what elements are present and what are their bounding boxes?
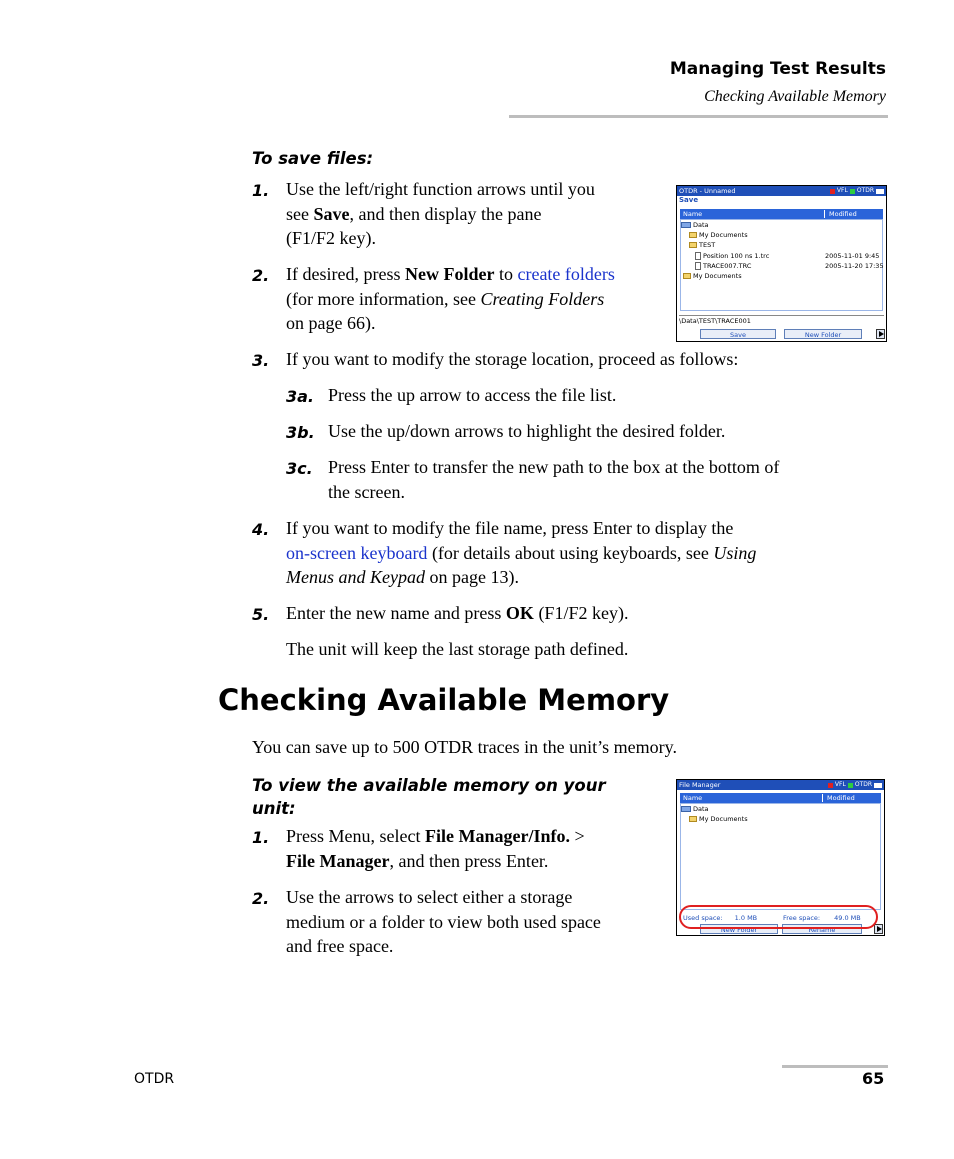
step-3-text: If you want to modify the storage location, proceed as follows: bbox=[286, 349, 739, 369]
step-1-text bbox=[286, 177, 666, 251]
battery-icon bbox=[874, 783, 882, 788]
step-number: 5. bbox=[252, 605, 270, 624]
procedure-heading-save: To save files: bbox=[252, 149, 374, 168]
list-item[interactable]: TEST bbox=[689, 240, 882, 250]
new-folder-button[interactable]: New Folder bbox=[700, 924, 778, 934]
used-space-value: 1.0 MB bbox=[734, 914, 758, 922]
file-icon bbox=[695, 262, 701, 270]
step-number: 4. bbox=[252, 520, 270, 539]
step-3a-text: Press the up arrow to access the file list. bbox=[328, 385, 617, 405]
step-5-text: Enter the new name and press OK (F1/F2 key). bbox=[286, 603, 629, 623]
substep-number: 3c. bbox=[286, 459, 313, 478]
free-space-label: Free space: bbox=[783, 914, 821, 922]
list-item[interactable]: My Documents bbox=[689, 814, 880, 824]
step-1-line-3: (F1/F2 key). bbox=[286, 228, 376, 248]
list-item[interactable]: My Documents bbox=[683, 271, 882, 281]
screen-title: File Manager bbox=[679, 781, 721, 789]
list-item[interactable]: Data bbox=[681, 220, 882, 230]
open-folder-icon bbox=[681, 806, 691, 812]
folder-icon bbox=[689, 242, 697, 248]
save-pane-label: Save bbox=[679, 196, 699, 204]
highlight-oval bbox=[679, 905, 878, 929]
step-2-line-3: on page 66). bbox=[286, 313, 376, 333]
footer-rule bbox=[782, 1065, 888, 1068]
step-2-line-2: (for more information, see Creating Folders bbox=[286, 288, 605, 309]
step-2-line-1: If desired, press New Folder to create folders bbox=[286, 264, 615, 284]
page-number: 65 bbox=[862, 1069, 885, 1088]
list-item[interactable]: TRACE007.TRC 2005-11-20 17:35 bbox=[695, 261, 882, 271]
step-5-note: The unit will keep the last storage path defined. bbox=[286, 639, 629, 659]
file-list-header: Name Modified bbox=[680, 209, 883, 219]
step-number: 2. bbox=[252, 889, 270, 908]
file-icon bbox=[695, 252, 701, 260]
used-space-label: Used space: bbox=[683, 914, 723, 922]
procedure-heading-memory: To view the available memory on your unit: bbox=[252, 776, 606, 818]
save-button[interactable]: Save bbox=[700, 329, 776, 339]
on-screen-keyboard-link[interactable]: on-screen keyboard bbox=[286, 542, 428, 563]
substep-number: 3b. bbox=[286, 423, 315, 442]
rename-button[interactable]: Rename bbox=[782, 924, 862, 934]
folder-icon bbox=[689, 816, 697, 822]
memory-step-2-text: Use the arrows to select either a storage medium or a folder to view both used space and free space. bbox=[286, 887, 601, 956]
file-path-field[interactable]: \Data\TEST\TRACE001 bbox=[679, 315, 884, 326]
step-number: 1. bbox=[252, 828, 270, 847]
create-folders-link[interactable]: create folders bbox=[517, 264, 615, 284]
vfl-indicator-icon bbox=[830, 189, 835, 194]
open-folder-icon bbox=[681, 222, 691, 228]
file-manager-screenshot bbox=[676, 779, 885, 936]
step-3b-text: Use the up/down arrows to highlight the desired folder. bbox=[328, 421, 726, 441]
footer-product: OTDR bbox=[134, 1071, 175, 1087]
step-2-text bbox=[286, 262, 676, 336]
step-1-line-2: see Save, and then display the pane bbox=[286, 203, 542, 224]
list-item[interactable]: Position 100 ns 1.trc 2005-11-01 9:45 bbox=[695, 251, 882, 261]
battery-icon bbox=[876, 189, 884, 194]
memory-intro: You can save up to 500 OTDR traces in the unit’s memory. bbox=[252, 737, 677, 757]
section-title: Checking Available Memory bbox=[218, 683, 670, 717]
step-number: 1. bbox=[252, 181, 270, 200]
screen-title-bar: File Manager VFL OTDR bbox=[677, 780, 884, 790]
save-term: Save bbox=[313, 203, 350, 224]
step-3c-text: Press Enter to transfer the new path to the box at the bottom of the screen. bbox=[328, 457, 780, 502]
file-list[interactable] bbox=[680, 803, 881, 910]
list-item[interactable]: Data bbox=[681, 804, 880, 814]
step-number: 3. bbox=[252, 351, 270, 370]
header-rule bbox=[509, 115, 888, 118]
save-screen-screenshot bbox=[676, 185, 887, 342]
list-item[interactable]: My Documents bbox=[689, 230, 882, 240]
memory-step-1-text: Press Menu, select File Manager/Info. > File Manager, and then press Enter. bbox=[286, 826, 585, 871]
screen-title-bar: OTDR - Unnamed VFL OTDR bbox=[677, 186, 886, 196]
otdr-indicator-icon bbox=[850, 189, 855, 194]
next-arrow-icon[interactable] bbox=[874, 924, 883, 934]
running-header-subtitle: Checking Available Memory bbox=[704, 88, 886, 105]
step-1-line-1: Use the left/right function arrows until you bbox=[286, 179, 595, 199]
file-list[interactable] bbox=[680, 219, 883, 311]
step-number: 2. bbox=[252, 266, 270, 285]
otdr-indicator-icon bbox=[848, 783, 853, 788]
step-4-text: If you want to modify the file name, press Enter to display the on-screen keyboard (for details about using keyboards, see Using Menus and Keypad on page 13). bbox=[286, 518, 757, 587]
file-list-header: Name Modified bbox=[680, 793, 881, 803]
next-arrow-icon[interactable] bbox=[876, 329, 885, 339]
vfl-indicator-icon bbox=[828, 783, 833, 788]
running-header-title: Managing Test Results bbox=[669, 59, 886, 79]
new-folder-button[interactable]: New Folder bbox=[784, 329, 862, 339]
folder-icon bbox=[683, 273, 691, 279]
free-space-value: 49.0 MB bbox=[834, 914, 861, 922]
folder-icon bbox=[689, 232, 697, 238]
screen-title: OTDR - Unnamed bbox=[679, 187, 736, 195]
substep-number: 3a. bbox=[286, 387, 315, 406]
